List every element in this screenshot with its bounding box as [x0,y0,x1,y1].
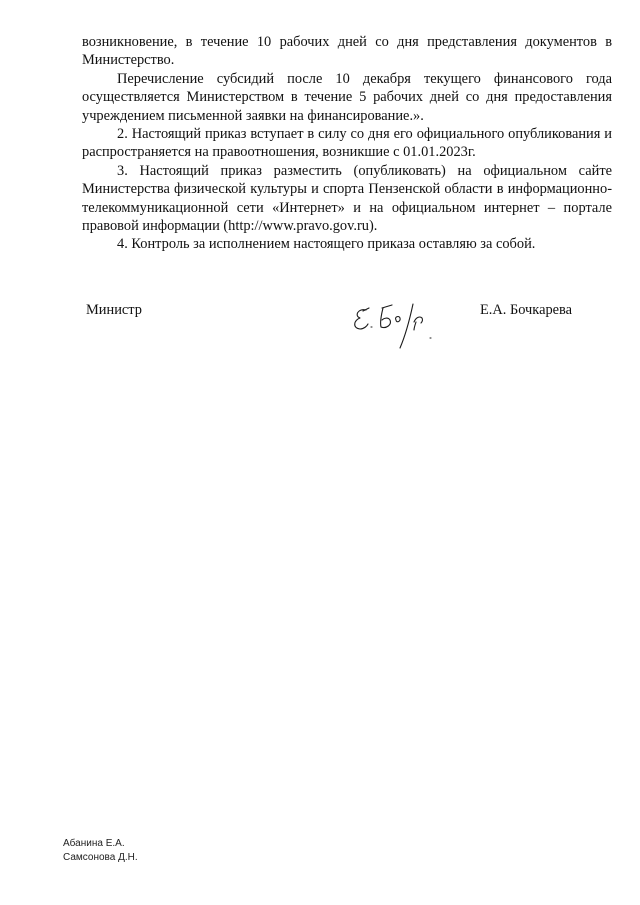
signature-block [82,300,612,360]
paragraph-subsidy-transfer: Перечисление субсидий после 10 декабря текущего финансового года осуществляется Министерством в течение 5 рабочих дней со дня предоставления учреждением письменной заявки на финансирование.». [82,70,612,124]
executor-name: Абанина Е.А. [63,838,125,849]
signatory-name: Е.А. Бочкарева [480,302,573,318]
handwritten-signature [350,296,440,352]
executors-footer [63,837,138,865]
paragraph-continuation: возникновение, в течение 10 рабочих дней со дня представления документов в Министерство. [82,34,612,69]
signatory-position: Министр [86,302,142,318]
paragraph-control: 4. Контроль за исполнением настоящего приказа оставляю за собой. [117,236,536,253]
paragraph-publication: 3. Настоящий приказ разместить (опубликовать) на официальном сайте Министерства физической культуры и спорта Пензенской области в информационно-телекоммуникационной сети «Интернет» и на официальном интернет – портале правовой информации (http://www.pravo.gov.ru). [82,162,612,235]
executor-name: Самсонова Д.Н. [63,852,138,863]
paragraph-entry-into-force: 2. Настоящий приказ вступает в силу со дня его официального опубликования и распространяется на правоотношения, возникшие с 01.01.2023г. [82,126,612,161]
document-body [82,33,612,254]
